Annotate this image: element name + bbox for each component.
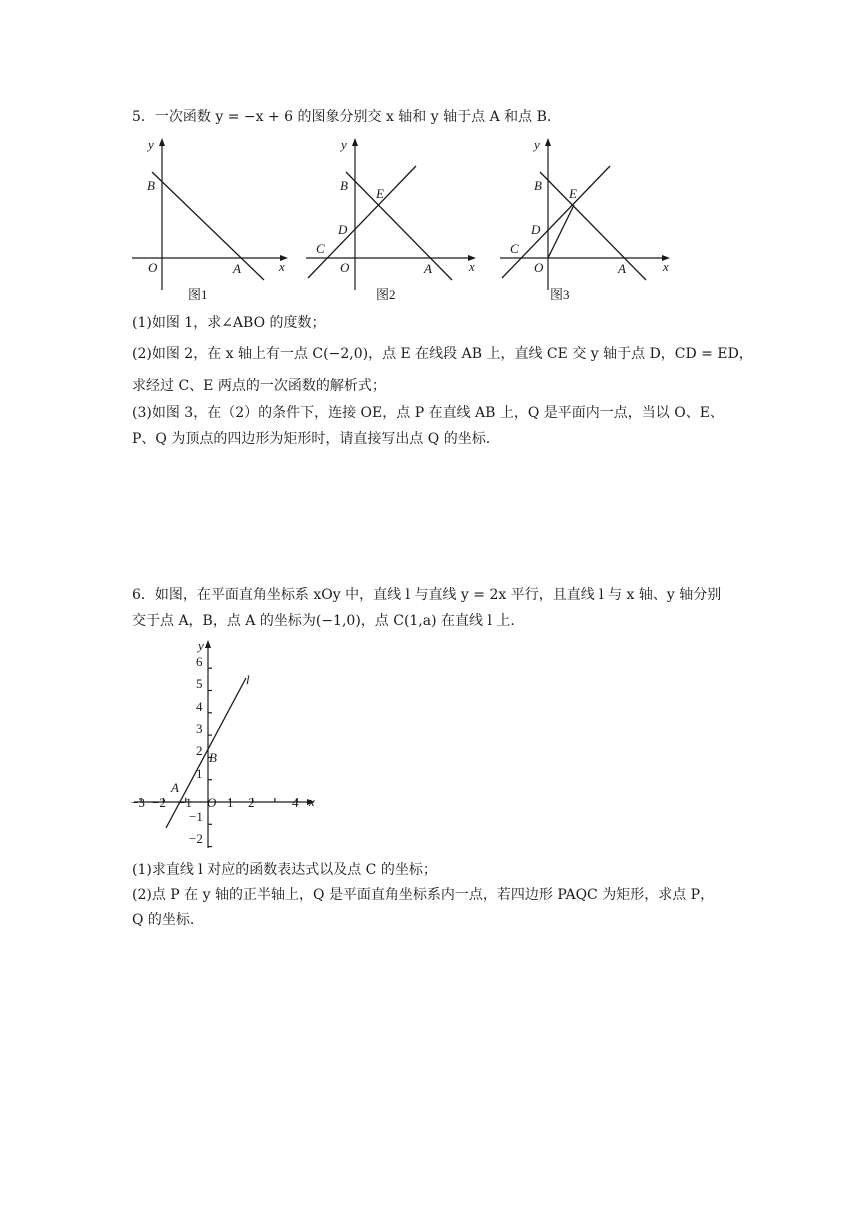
q5-part2-line2: 求经过 C、E 两点的一次函数的解析式； <box>132 378 386 394</box>
x-tick-2: 2 <box>248 795 255 810</box>
fig3-point-E: E <box>569 186 577 201</box>
fig2-point-D: D <box>338 222 348 237</box>
q6-part1: (1)求直线 l 对应的函数表达式以及点 C 的坐标； <box>132 862 437 878</box>
fig2-point-E: E <box>376 186 384 201</box>
x-tick-1: 1 <box>227 795 234 810</box>
fig1-point-A: A <box>233 261 241 276</box>
graph-y-label: y <box>198 638 204 653</box>
y-tick-3: 3 <box>196 721 203 736</box>
y-tick-2: 2 <box>196 743 203 758</box>
fig3-point-B: B <box>534 178 542 193</box>
y-tick-neg2: −2 <box>189 831 203 846</box>
q6-stem-line1: 6．如图，在平面直角坐标系 xOy 中，直线 l 与直线 y = 2x 平行，且直线 l 与 x 轴、y 轴分别 <box>132 587 722 603</box>
q5-stem: 5．一次函数 y = −x + 6 的图象分别交 x 轴和 y 轴于点 A 和点 B. <box>132 109 552 125</box>
q5-part3-line1: (3)如图 3，在（2）的条件下，连接 OE，点 P 在直线 AB 上，Q 是平面内一点，当以 O、E、 <box>132 405 724 421</box>
fig2-origin: O <box>340 260 350 275</box>
q5-part2-line1: (2)如图 2，在 x 轴上有一点 C(−2,0)，点 E 在线段 AB 上，直线 CE 交 y 轴于点 D，CD = ED， <box>132 346 753 362</box>
fig3-origin: O <box>534 260 544 275</box>
y-tick-5: 5 <box>196 676 203 691</box>
y-tick-1: 1 <box>196 766 203 781</box>
x-tick-neg1: −1 <box>178 795 192 810</box>
fig1-x-label: x <box>279 259 285 274</box>
q6-part2-line2: Q 的坐标. <box>132 912 195 928</box>
caption-fig3: 图3 <box>550 287 570 302</box>
x-tick-4: 4 <box>292 795 299 810</box>
fig3-point-A: A <box>618 261 626 276</box>
q5-part1: (1)如图 1，求∠ABO 的度数； <box>132 315 326 331</box>
fig1-origin: O <box>148 260 158 275</box>
fig1-y-label: y <box>148 137 154 152</box>
fig2-x-label: x <box>469 259 475 274</box>
caption-fig1: 图1 <box>188 287 208 302</box>
fig3-point-C: C <box>510 241 519 256</box>
graph-origin: O <box>207 795 217 810</box>
fig2-y-label: y <box>341 137 347 152</box>
y-tick-6: 6 <box>196 654 203 669</box>
x-tick-neg3: −3 <box>131 795 145 810</box>
q6-stem-line2: 交于点 A，B，点 A 的坐标为(−1,0)，点 C(1,a) 在直线 l 上. <box>132 613 515 629</box>
fig2-point-A: A <box>424 261 432 276</box>
y-tick-neg1: −1 <box>189 809 203 824</box>
graph-x-label: x <box>309 794 315 809</box>
x-tick-neg2: −2 <box>152 795 166 810</box>
fig3-y-label: y <box>534 137 540 152</box>
fig2-point-B: B <box>340 178 348 193</box>
fig3-x-label: x <box>663 259 669 274</box>
graph-point-A: A <box>171 780 179 795</box>
fig2-point-C: C <box>316 241 325 256</box>
q6-part2-line1: (2)点 P 在 y 轴的正半轴上，Q 是平面直角坐标系内一点，若四边形 PAQC 为矩形，求点 P， <box>132 887 715 903</box>
y-tick-4: 4 <box>196 699 203 714</box>
fig3-point-D: D <box>531 222 541 237</box>
fig1-point-B: B <box>147 178 155 193</box>
graph-line-label: l <box>246 672 250 687</box>
caption-fig2: 图2 <box>376 287 396 302</box>
q5-part3-line2: P、Q 为顶点的四边形为矩形时，请直接写出点 Q 的坐标. <box>132 431 491 447</box>
graph-point-B: B <box>209 750 217 765</box>
